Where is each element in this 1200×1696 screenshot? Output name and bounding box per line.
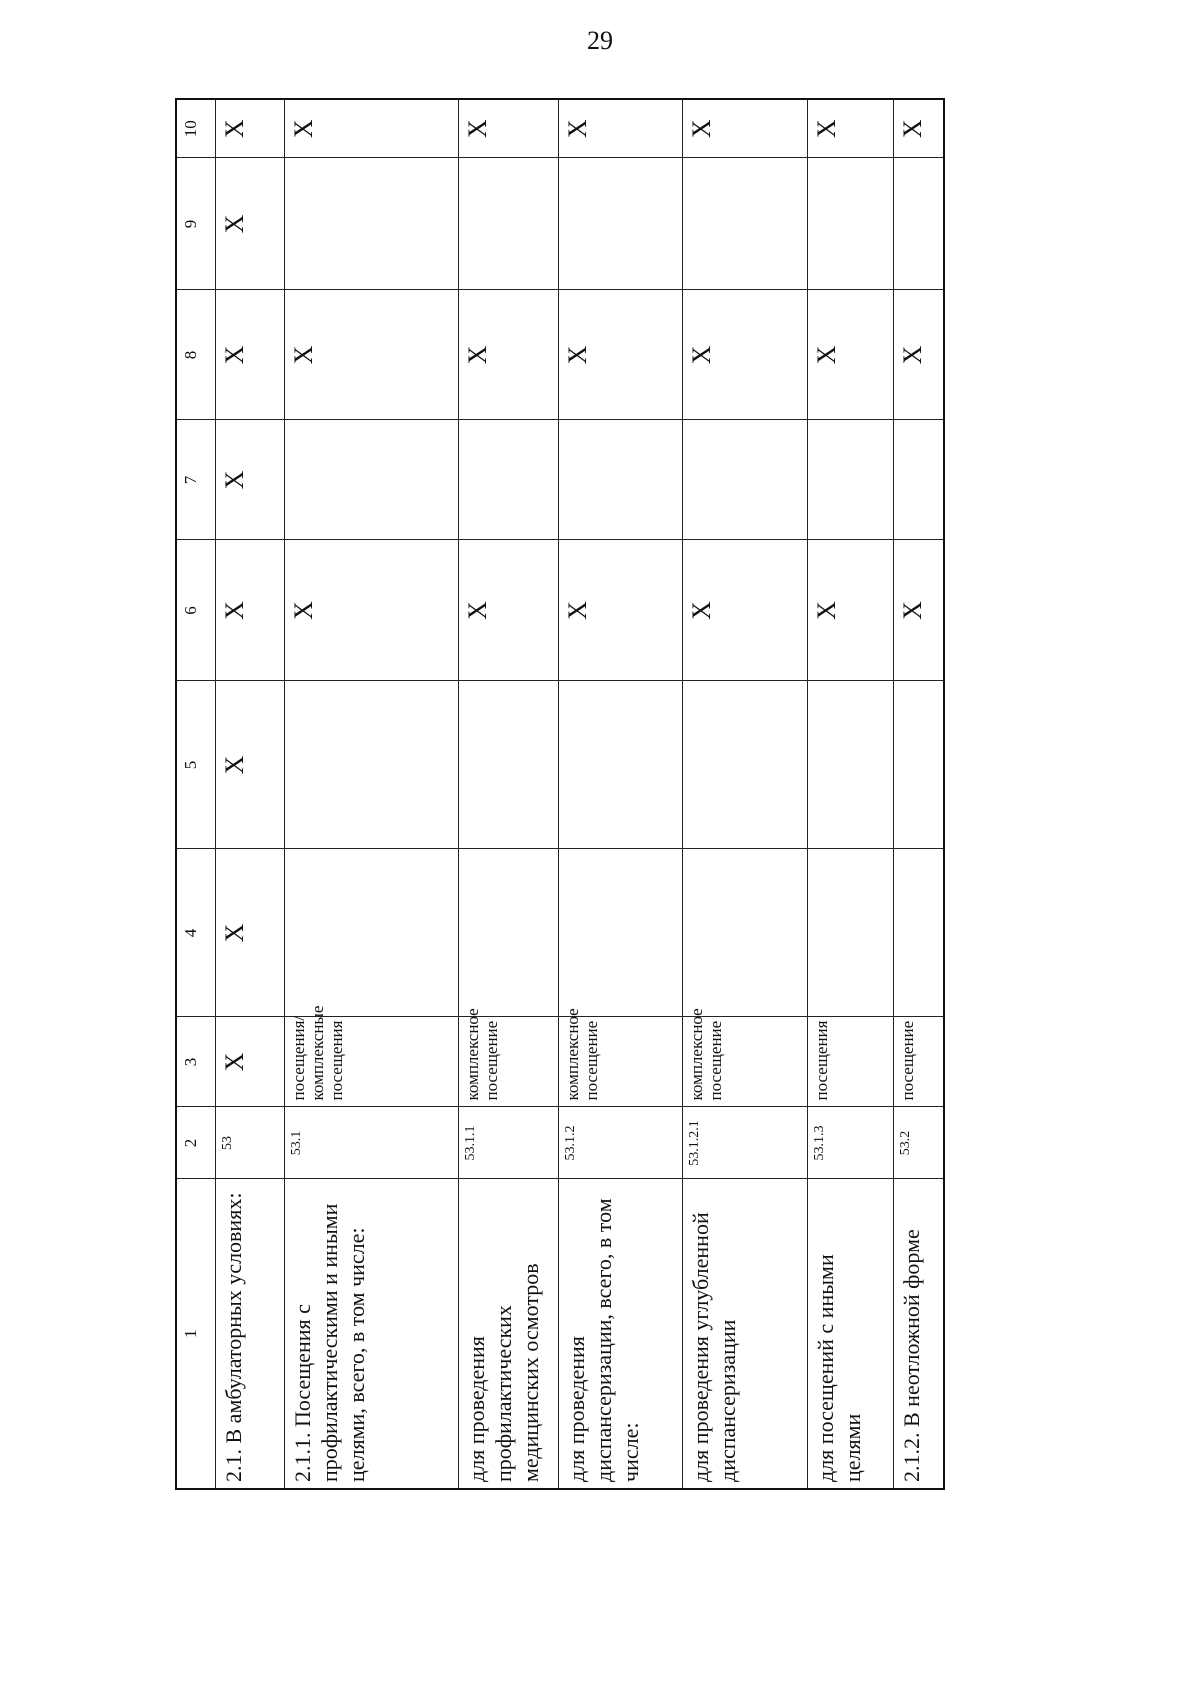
unit-cell: посещения: [807, 1017, 893, 1107]
value-cell: Х: [807, 540, 893, 681]
value-cell: Х: [559, 290, 683, 420]
value-cell: [459, 158, 559, 290]
row-code-cell: 53.1: [285, 1107, 459, 1179]
value-cell: Х: [807, 290, 893, 420]
value-cell: Х: [459, 290, 559, 420]
row-name-cell: для посещений с иными целями: [807, 1179, 893, 1489]
value-cell: [683, 158, 807, 290]
column-header: 8: [176, 290, 216, 420]
value-cell: Х: [216, 99, 285, 158]
table-row: [216, 99, 285, 1489]
value-cell: [807, 420, 893, 540]
value-cell: [285, 158, 459, 290]
column-header: 6: [176, 540, 216, 681]
value-cell: Х: [216, 158, 285, 290]
value-cell: Х: [683, 290, 807, 420]
column-header: 10: [176, 99, 216, 158]
value-cell: [683, 849, 807, 1017]
table-row: [683, 99, 807, 1489]
row-code-cell: 53.1.2.1: [683, 1107, 807, 1179]
row-name-cell: 2.1. В амбулаторных условиях:: [216, 1179, 285, 1489]
value-cell: [459, 420, 559, 540]
table-row: [893, 99, 944, 1489]
value-cell: [807, 849, 893, 1017]
value-cell: Х: [683, 540, 807, 681]
value-cell: Х: [459, 540, 559, 681]
column-header: 3: [176, 1017, 216, 1107]
value-cell: Х: [807, 99, 893, 158]
value-cell: Х: [559, 99, 683, 158]
value-cell: [559, 681, 683, 849]
value-cell: Х: [216, 540, 285, 681]
table-row: [559, 99, 683, 1489]
unit-cell: комплексное посещение: [559, 1017, 683, 1107]
unit-cell: Х: [216, 1017, 285, 1107]
unit-cell: посещения/ комплексные посещения: [285, 1017, 459, 1107]
row-name-cell: для проведения диспансеризации, всего, в том числе:: [559, 1179, 683, 1489]
table-row: [459, 99, 559, 1489]
value-cell: [559, 158, 683, 290]
value-cell: [807, 158, 893, 290]
column-header: 5: [176, 681, 216, 849]
unit-cell: посещение: [893, 1017, 944, 1107]
row-name-cell: 2.1.2. В неотложной форме: [893, 1179, 944, 1489]
value-cell: Х: [285, 99, 459, 158]
value-cell: [893, 849, 944, 1017]
value-cell: Х: [216, 849, 285, 1017]
unit-cell: комплексное посещение: [683, 1017, 807, 1107]
value-cell: Х: [893, 99, 944, 158]
value-cell: [559, 420, 683, 540]
value-cell: [459, 681, 559, 849]
value-cell: [893, 420, 944, 540]
row-code-cell: 53: [216, 1107, 285, 1179]
value-cell: Х: [459, 99, 559, 158]
row-name-cell: для проведения углубленной диспансеризации: [683, 1179, 807, 1489]
value-cell: [683, 681, 807, 849]
value-cell: [459, 849, 559, 1017]
value-cell: [893, 158, 944, 290]
row-code-cell: 53.2: [893, 1107, 944, 1179]
row-code-cell: 53.1.1: [459, 1107, 559, 1179]
value-cell: Х: [285, 290, 459, 420]
value-cell: [683, 420, 807, 540]
table-row: [807, 99, 893, 1489]
value-cell: [893, 681, 944, 849]
column-header: 9: [176, 158, 216, 290]
column-header: 2: [176, 1107, 216, 1179]
row-code-cell: 53.1.2: [559, 1107, 683, 1179]
row-name-cell: 2.1.1. Посещения с профилактическими и иными целями, всего, в том числе:: [285, 1179, 459, 1489]
value-cell: [807, 681, 893, 849]
column-header: 7: [176, 420, 216, 540]
value-cell: Х: [683, 99, 807, 158]
header-row: [176, 99, 216, 1489]
value-cell: [285, 849, 459, 1017]
value-cell: Х: [216, 290, 285, 420]
value-cell: Х: [893, 290, 944, 420]
value-cell: [559, 849, 683, 1017]
value-cell: Х: [216, 420, 285, 540]
row-name-cell: для проведения профилактических медицинских осмотров: [459, 1179, 559, 1489]
value-cell: Х: [285, 540, 459, 681]
table-row: [285, 99, 459, 1489]
value-cell: Х: [559, 540, 683, 681]
column-header: 4: [176, 849, 216, 1017]
column-header: 1: [176, 1179, 216, 1489]
value-cell: Х: [893, 540, 944, 681]
row-code-cell: 53.1.3: [807, 1107, 893, 1179]
unit-cell: комплексное посещение: [459, 1017, 559, 1107]
page-number: 29: [587, 26, 613, 55]
data-table: [175, 98, 945, 1490]
rotated-table-frame: [175, 100, 945, 1490]
value-cell: [285, 681, 459, 849]
value-cell: Х: [216, 681, 285, 849]
value-cell: [285, 420, 459, 540]
